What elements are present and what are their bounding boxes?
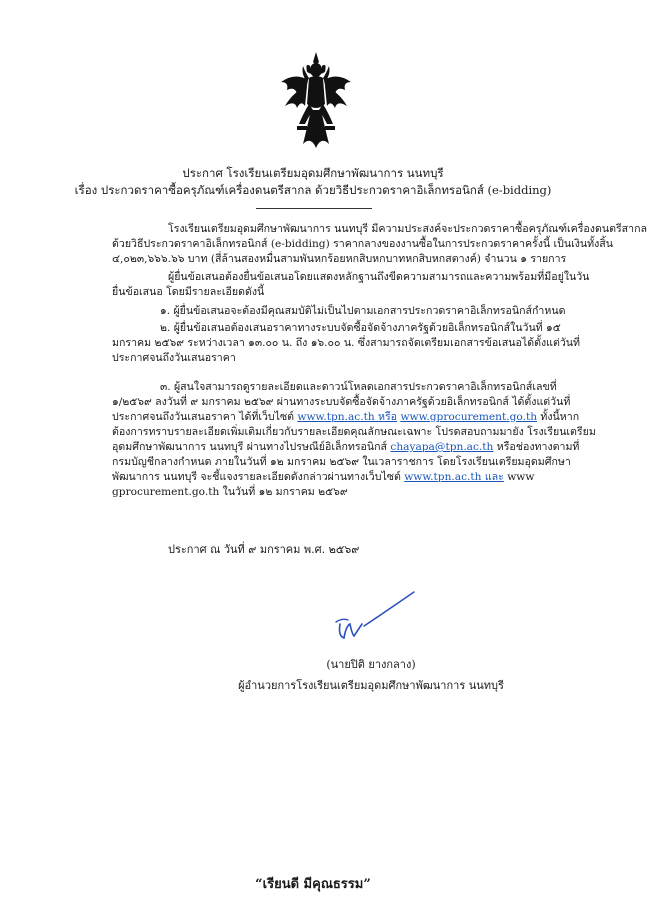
list-item-line: ๓. ผู้สนใจสามารถดูรายละเอียดและดาวน์โหลดเอกสารประกวดราคาอิเล็กทรอนิกส์เลขที่: [160, 381, 557, 393]
list-item-line: กรมบัญชีกลางกำหนด ภายในวันที่ ๑๒ มกราคม ๒๕๖๙ ในเวลาราชการ โดยโรงเรียนเตรียมอุดมศึกษา: [112, 456, 571, 468]
list-item: [112, 321, 581, 366]
announcement-subject: เรื่อง ประกวดราคาซื้อครุภัณฑ์เครื่องดนตรีสากล ด้วยวิธีประกวดราคาอิเล็กทรอนิกส์ (e-bidding): [74, 183, 552, 197]
list-item-line: ต้องการทราบรายละเอียดเพิ่มเติมเกี่ยวกับรายละเอียดคุณลักษณะเฉพาะ โปรดสอบถามมายัง โรงเรียนเตรียม: [112, 426, 596, 438]
list-item: [112, 380, 596, 500]
school-motto: “เรียนดี มีคุณธรรม”: [255, 877, 371, 892]
signatory-name: (นายปิติ ยางกลาง): [326, 658, 416, 671]
list-item-line: ๑/๒๕๖๙ ลงวันที่ ๙ มกราคม ๒๕๖๙ ผ่านทางระบบจัดซื้อจัดจ้างภาครัฐด้วยอิเล็กทรอนิกส์ ได้ตั้งแต่วันที่: [112, 396, 571, 408]
list-item-line: [112, 410, 580, 425]
text-segment: ประกาศจนถึงวันเสนอราคา ได้ที่เว็บไซต์: [112, 411, 298, 423]
website-link[interactable]: www.tpn.ac.th หรือ: [297, 411, 398, 423]
text-segment: อุดมศึกษาพัฒนาการ นนทบุรี ผ่านทางไปรษณีย์อิเล็กทรอนิกส์: [112, 441, 391, 453]
paragraph-requirements: [112, 270, 590, 300]
website-link[interactable]: www.tpn.ac.th และ: [404, 471, 504, 483]
paragraph-intro: [112, 222, 647, 267]
text-segment: พัฒนาการ นนทบุรี จะชี้แจงรายละเอียดดังกล่าวผ่านทางเว็บไซต์: [112, 471, 405, 483]
text-segment: www: [503, 471, 535, 483]
garuda-emblem-icon: [277, 52, 355, 150]
gprocurement-link[interactable]: www.gprocurement.go.th: [400, 411, 538, 423]
list-item: [112, 304, 568, 319]
list-item-line: [112, 440, 580, 455]
announcement-title: ประกาศ โรงเรียนเตรียมอุดมศึกษาพัฒนาการ นนทบุรี: [182, 166, 444, 180]
title-divider: [256, 208, 372, 209]
paragraph-line: ด้วยวิธีประกวดราคาอิเล็กทรอนิกส์ (e-bidding) ราคากลางของงานซื้อในการประกวดราคาครั้งนี้ เป็นเงินทั้งสิ้น: [112, 238, 614, 250]
signatory-position: ผู้อำนวยการโรงเรียนเตรียมอุดมศึกษาพัฒนาการ นนทบุรี: [238, 679, 504, 692]
handwritten-signature: [318, 580, 458, 650]
text-segment: หรือช่องทางตามที่: [493, 441, 580, 453]
paragraph-line: ผู้ยื่นข้อเสนอต้องยื่นข้อเสนอโดยแสดงหลักฐานถึงขีดความสามารถและความพร้อมที่มีอยู่ในวัน: [168, 271, 590, 283]
list-item-line: [112, 470, 568, 485]
paragraph-line: ยื่นข้อเสนอ โดยมีรายละเอียดดังนี้: [112, 286, 265, 298]
text-segment: ทั้งนี้หาก: [537, 411, 580, 423]
email-link[interactable]: chayapa@tpn.ac.th: [390, 441, 494, 453]
list-item-line: ประกาศจนถึงวันเสนอราคา: [112, 352, 236, 364]
list-item-line: gprocurement.go.th ในวันที่ ๑๒ มกราคม ๒๕๖๙: [112, 486, 348, 498]
list-item-line: ๒. ผู้ยื่นข้อเสนอต้องเสนอราคาทางระบบจัดซื้อจัดจ้างภาครัฐด้วยอิเล็กทรอนิกส์ในวันที่ ๑๕: [160, 322, 561, 334]
paragraph-line: โรงเรียนเตรียมอุดมศึกษาพัฒนาการ นนทบุรี มีความประสงค์จะประกวดราคาซื้อครุภัณฑ์เครื่องดนตรีสากล: [168, 223, 647, 235]
list-item-line: มกราคม ๒๕๖๙ ระหว่างเวลา ๑๓.๐๐ น. ถึง ๑๖.๐๐ น. ซึ่งสามารถจัดเตรียมเอกสารข้อเสนอได้ตั้งแต่วันที่: [112, 337, 581, 349]
announcement-date: ประกาศ ณ วันที่ ๙ มกราคม พ.ศ. ๒๕๖๙: [168, 543, 360, 556]
paragraph-line: ๔,๐๒๓,๖๖๖.๖๖ บาท (สี่ล้านสองหมื่นสามพันหกร้อยหกสิบหกบาทหกสิบหกสตางค์) จำนวน ๑ รายการ: [112, 253, 567, 265]
list-item-line: ๑. ผู้ยื่นข้อเสนอจะต้องมีคุณสมบัติไม่เป็นไปตามเอกสารประกวดราคาอิเล็กทรอนิกส์กำหนด: [160, 305, 566, 317]
